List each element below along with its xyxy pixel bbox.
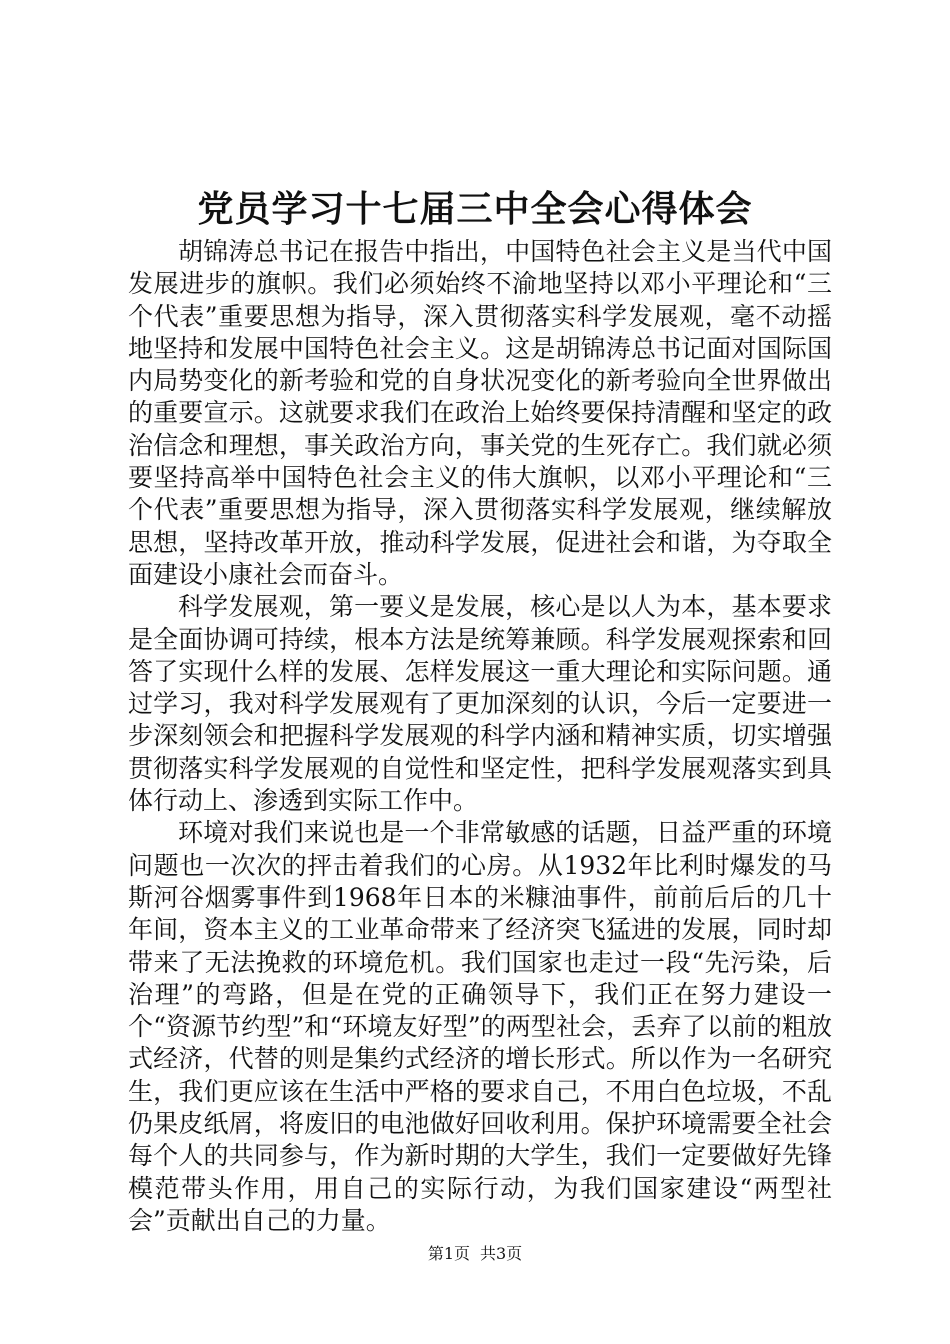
paragraph-2: 科学发展观，第一要义是发展，核心是以人为本，基本要求是全面协调可持续，根本方法是统筹兼顾。科学发展观探索和回答了实现什么样的发展、怎样发展这一重大理论和实际问题。通过学习，我对科学发展观有了更加深刻的认识，今后一定要进一步深刻领会和把握科学发展观的科学内涵和精神实质，切实增强贯彻落实科学发展观的自觉性和坚定性，把科学发展观落实到具体行动上、渗透到实际工作中。 [128, 592, 832, 816]
document-body [128, 236, 832, 1237]
page-footer [0, 1244, 950, 1264]
paragraph-1: 胡锦涛总书记在报告中指出，中国特色社会主义是当代中国发展进步的旗帜。我们必须始终不渝地坚持以邓小平理论和“三个代表”重要思想为指导，深入贯彻落实科学发展观，毫不动摇地坚持和发展中国特色社会主义。这是胡锦涛总书记面对国际国内局势变化的新考验和党的自身状况变化的新考验向全世界做出的重要宣示。这就要求我们在政治上始终要保持清醒和坚定的政治信念和理想，事关政治方向，事关党的生死存亡。我们就必须要坚持高举中国特色社会主义的伟大旗帜，以邓小平理论和“三个代表”重要思想为指导，深入贯彻落实科学发展观，继续解放思想，坚持改革开放，推动科学发展，促进社会和谐，为夺取全面建设小康社会而奋斗。 [128, 237, 832, 589]
page-number: 第1页 [427, 1244, 470, 1263]
paragraph-3: 环境对我们来说也是一个非常敏感的话题，日益严重的环境问题也一次次的抨击着我们的心房。从1932年比利时爆发的马斯河谷烟雾事件到1968年日本的米糠油事件，前前后后的几十年间，资本主义的工业革命带来了经济突飞猛进的发展，同时却带来了无法挽救的环境危机。我们国家也走过一段“先污染，后治理”的弯路，但是在党的正确领导下，我们正在努力建设一个“资源节约型”和“环境友好型”的两型社会，丢弃了以前的粗放式经济，代替的则是集约式经济的增长形式。所以作为一名研究生，我们更应该在生活中严格的要求自己，不用白色垃圾，不乱仍果皮纸屑，将废旧的电池做好回收利用。保护环境需要全社会每个人的共同参与，作为新时期的大学生，我们一定要做好先锋模范带头作用，用自己的实际行动，为我们国家建设“两型社会”贡献出自己的力量。 [128, 818, 832, 1235]
page-total: 共3页 [480, 1244, 523, 1263]
document-title: 党员学习十七届三中全会心得体会 [197, 189, 753, 230]
